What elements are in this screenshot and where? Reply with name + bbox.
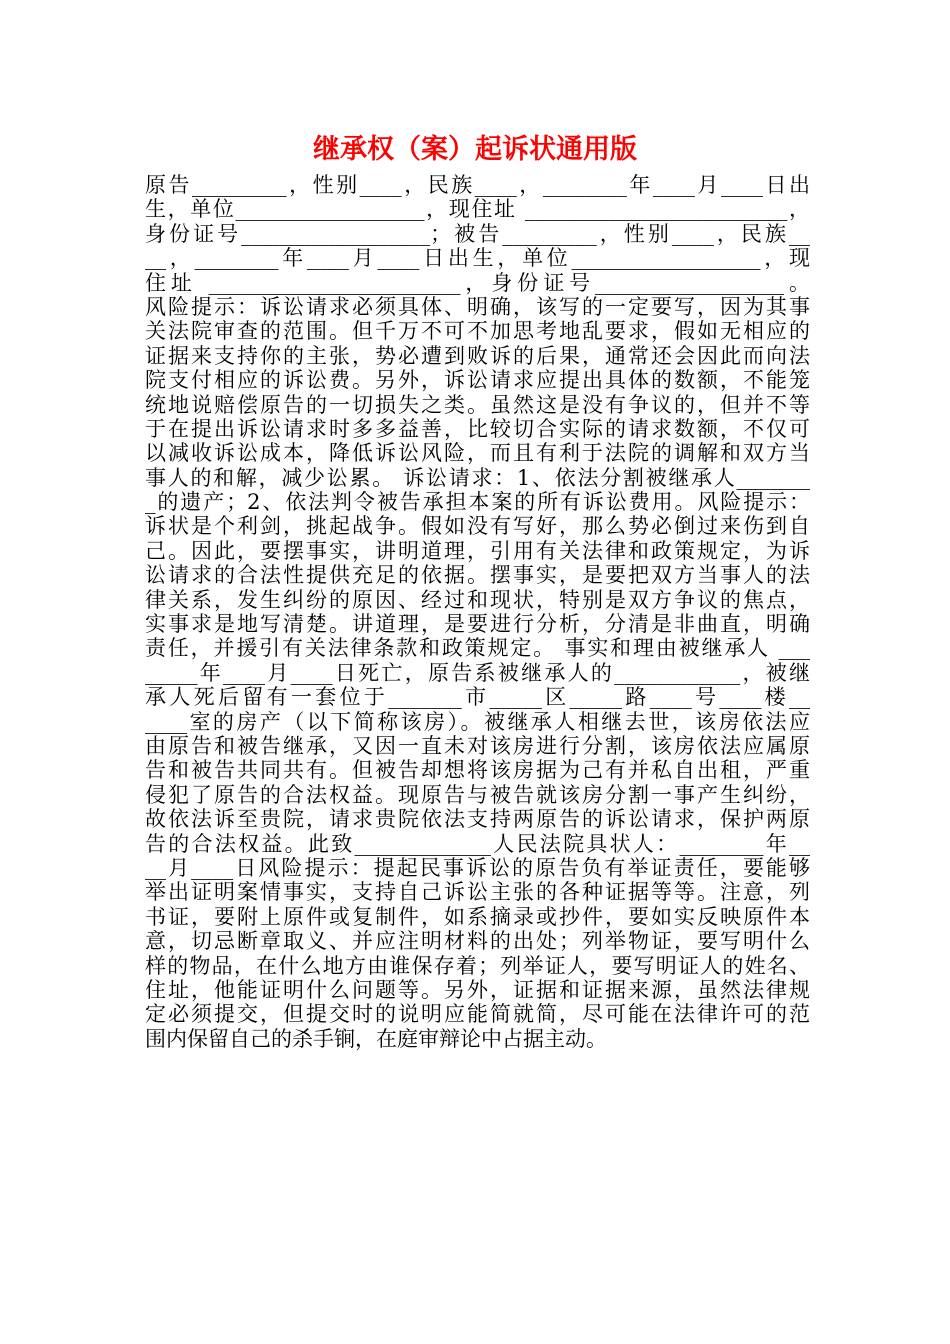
body-line: 事人的和解，减少讼累。 诉讼请求：1、依法分割被继承人_______ bbox=[145, 465, 810, 490]
body-line: ____室的房产（以下简称该房）。被继承人相继去世，该房依法应 bbox=[145, 709, 810, 734]
body-line: 原告_________，性别____，民族____，________年____月____日出 bbox=[145, 173, 810, 197]
body-line: 样的物品，在什么地方由谁保存着；列举证人，要写明证人的姓名、 bbox=[145, 953, 810, 978]
body-line: 关法院审查的范围。但千万不可不加思考地乱要求，假如无相应的 bbox=[145, 319, 810, 344]
body-line: 故依法诉至贵院，请求贵院依法支持两原告的诉讼请求，保护两原 bbox=[145, 807, 810, 832]
body-line: 讼请求的合法性提供充足的依据。摆事实，是要把双方当事人的法 bbox=[145, 563, 810, 588]
body-line: 证据来支持你的主张，势必遭到败诉的后果，通常还会因此而向法 bbox=[145, 343, 810, 368]
body-line: 告和被告共同共有。但被告却想将该房据为己有并私自出租，严重 bbox=[145, 758, 810, 783]
body-line: 以减收诉讼成本，降低诉讼风险，而且有利于法院的调解和双方当 bbox=[145, 441, 810, 466]
body-line: 风险提示：诉讼请求必须具体、明确，该写的一定要写，因为其事 bbox=[145, 294, 810, 319]
body-line: _的遗产；2、依法判令被告承担本案的所有诉讼费用。风险提示： bbox=[145, 490, 810, 515]
body-line: 院支付相应的诉讼费。另外，诉讼请求应提出具体的数额，不能笼 bbox=[145, 368, 810, 393]
body-line: 住址，他能证明什么问题等。另外，证据和证据来源，虽然法律规 bbox=[145, 977, 810, 1002]
body-line: 诉状是个利剑，挑起战争。假如没有写好，那么势必倒过来伤到自 bbox=[145, 514, 810, 539]
body-line: 书证，要附上原件或复制件，如系摘录或抄件，要如实反映原件本 bbox=[145, 904, 810, 929]
body-line: 统地说赔偿原告的一切损失之类。虽然这是没有争议的，但并不等 bbox=[145, 392, 810, 417]
body-line: 围内保留自己的杀手锏，在庭审辩论中占据主动。 bbox=[145, 1026, 607, 1051]
body-line: 己。因此，要摆事实，讲明道理，引用有关法律和政策规定，为诉 bbox=[145, 538, 810, 563]
body-line: 承人死后留有一套位于_______市_____区_____路____号____楼__ bbox=[145, 685, 810, 710]
body-line: 住址 ________________________，身份证号__________________。 bbox=[145, 270, 810, 295]
body-line: __月____日风险提示：提起民事诉讼的原告负有举证责任，要能够 bbox=[145, 855, 810, 880]
body-line: 侵犯了原告的合法权益。现原告与被告就该房分割一事产生纠纷， bbox=[145, 782, 810, 807]
body-line: 实事求是地写清楚。讲道理，是要进行分析，分清是非曲直，明确 bbox=[145, 612, 810, 637]
body-line: 意，切忌断章取义、并应注明材料的出处；列举物证，要写明什么 bbox=[145, 929, 810, 954]
body-line: 由原告和被告继承，又因一直未对该房进行分割，该房依法应属原 bbox=[145, 733, 810, 758]
body-line: 律关系，发生纠纷的原因、经过和现状，特别是双方争议的焦点， bbox=[145, 587, 810, 612]
body-line: 于在提出诉讼请求时多多益善，比较切合实际的请求数额，不仅可 bbox=[145, 416, 810, 441]
body-line: 生，单位__________________，现住址 _________________________， bbox=[145, 197, 810, 222]
body-line: 定必须提交，但提交时的说明应能简就简，尽可能在法律许可的范 bbox=[145, 1002, 810, 1027]
document-title: 继承权（案）起诉状通用版 bbox=[313, 134, 637, 165]
body-line: _____年____月____日死亡，原告系被继承人的____________，被继 bbox=[145, 660, 810, 685]
body-line: 告的合法权益。此致_____________人民法院具状人：________年__ bbox=[145, 831, 810, 856]
body-line: 身份证号__________________；被告_________，性别____，民族__ bbox=[145, 221, 810, 246]
body-line: 责任，并援引有关法律条款和政策规定。 事实和理由被继承人 ___ bbox=[145, 636, 810, 661]
body-line: 举出证明案情事实，支持自己诉讼主张的各种证据等等。注意，列 bbox=[145, 880, 810, 905]
document-body bbox=[145, 173, 810, 1051]
body-line: __，________年____月____日出生，单位__________________，现 bbox=[145, 246, 810, 271]
